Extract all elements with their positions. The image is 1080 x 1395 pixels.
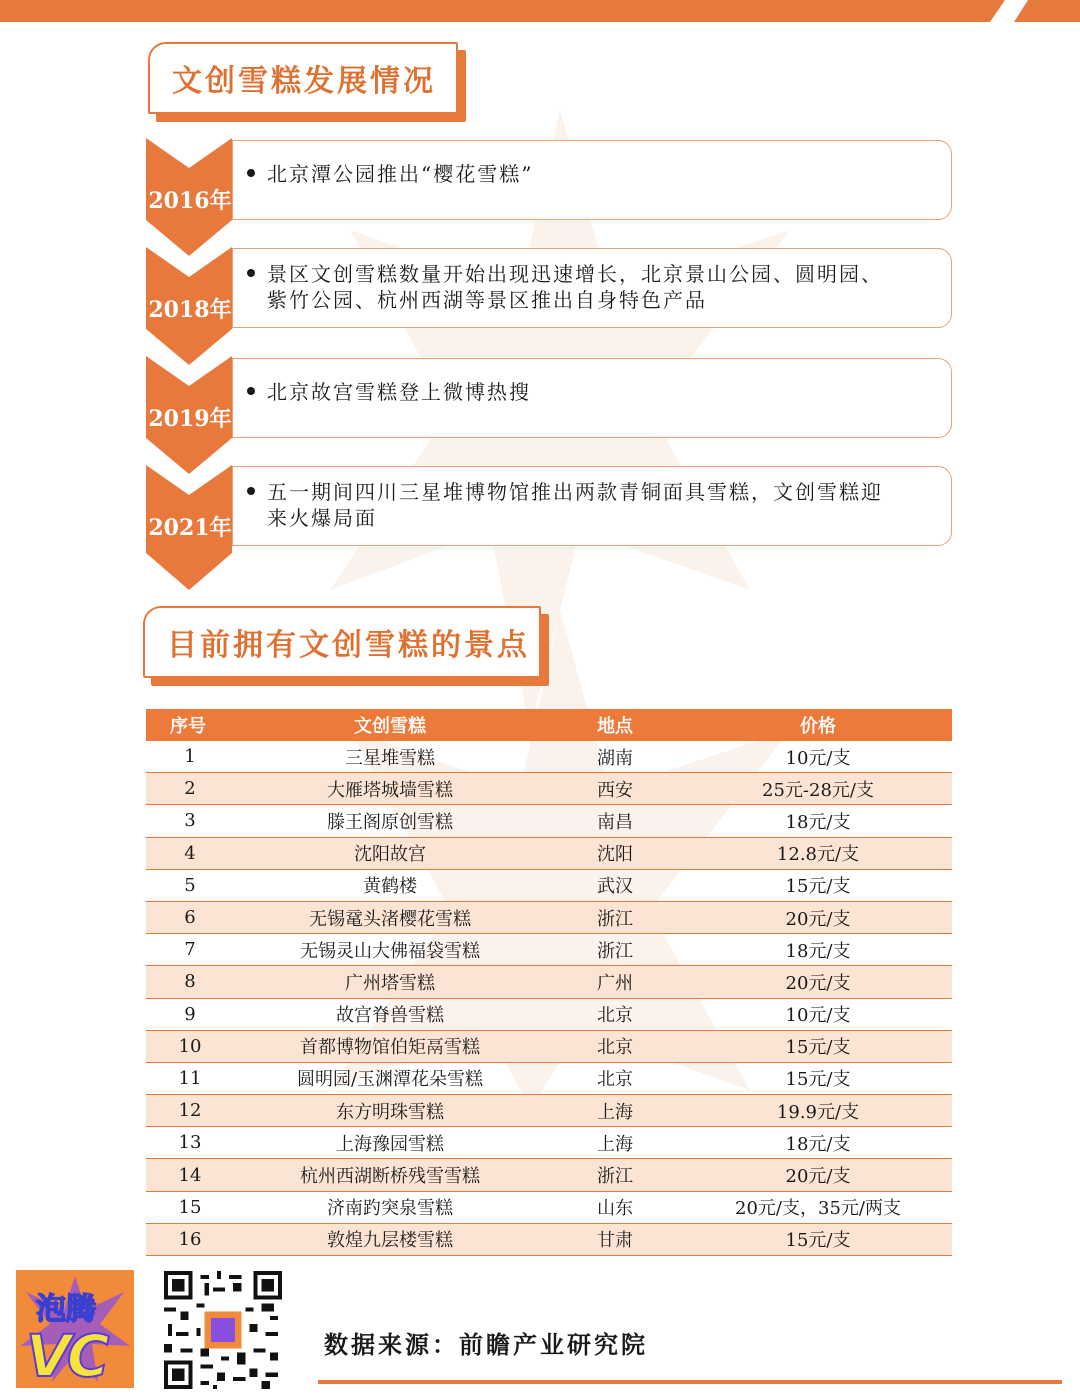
cell-index: 10: [178, 1035, 202, 1057]
cell-location: 广州: [597, 972, 633, 994]
cell-price: 19.9元/支: [776, 1101, 860, 1123]
table-header: [146, 709, 952, 741]
cell-location: 北京: [597, 1069, 633, 1091]
cell-name: 故宫脊兽雪糕: [336, 1005, 444, 1027]
cell-index: 14: [178, 1164, 202, 1186]
cell-location: 湖南: [597, 747, 633, 769]
header-location: 地点: [597, 716, 633, 737]
cell-index: 13: [178, 1132, 202, 1154]
timeline: [146, 138, 956, 598]
logo-text: 泡腾: [36, 1292, 96, 1327]
event-text: 北京故宫雪糕登上微博热搜: [267, 380, 531, 404]
cell-index: 7: [184, 939, 196, 961]
table-row: [146, 870, 952, 902]
cell-price: 18元/支: [785, 811, 851, 833]
cell-price: 15元/支: [785, 876, 851, 898]
timeline-year-marker: [146, 465, 232, 583]
cell-name: 广州塔雪糕: [345, 972, 435, 994]
cell-index: 16: [178, 1228, 202, 1250]
table-row: [146, 1224, 952, 1256]
cell-index: 6: [184, 907, 196, 929]
cell-index: 11: [178, 1067, 202, 1089]
section-title-development: [148, 42, 458, 114]
header-index: 序号: [170, 716, 206, 737]
table-row: [146, 934, 952, 966]
timeline-year-marker: [146, 247, 232, 365]
cell-name: 敦煌九层楼雪糕: [327, 1230, 453, 1252]
year-label: 2016年: [148, 188, 232, 214]
logo-letters: VC: [26, 1322, 106, 1388]
cell-name: 黄鹤楼: [363, 876, 417, 898]
table-row: [146, 1192, 952, 1224]
cell-name: 沈阳故宫: [354, 844, 426, 866]
year-label: 2018年: [148, 297, 232, 323]
cell-location: 山东: [597, 1198, 633, 1220]
cell-price: 15元/支: [785, 1037, 851, 1059]
qr-code-icon: [164, 1271, 282, 1389]
cell-price: 18元/支: [785, 940, 851, 962]
cell-index: 4: [184, 842, 196, 864]
bullet-icon: [247, 387, 255, 395]
timeline-year-marker: [146, 356, 232, 474]
event-text: 北京潭公园推出“樱花雪糕”: [267, 162, 534, 186]
event-text: 来火爆局面: [267, 506, 377, 530]
cell-price: 20元/支: [785, 1166, 851, 1188]
table-row: [146, 1127, 952, 1159]
cell-price: 20元/支，35元/两支: [735, 1198, 901, 1220]
cell-price: 18元/支: [785, 1133, 851, 1155]
year-label: 2019年: [148, 406, 232, 432]
cell-location: 南昌: [597, 811, 633, 833]
cell-location: 北京: [597, 1005, 633, 1027]
cell-name: 三星堆雪糕: [345, 747, 435, 769]
timeline-event-box: [232, 358, 952, 438]
cell-name: 滕王阁原创雪糕: [327, 811, 453, 833]
cell-name: 济南趵突泉雪糕: [327, 1198, 453, 1220]
cell-index: 12: [178, 1100, 202, 1122]
header-name: 文创雪糕: [354, 716, 426, 737]
cell-name: 首都博物馆伯矩鬲雪糕: [300, 1037, 480, 1059]
bullet-icon: [247, 269, 255, 277]
cell-index: 5: [184, 874, 196, 896]
footer-divider: [318, 1380, 1062, 1384]
cell-location: 上海: [597, 1133, 633, 1155]
cell-name: 上海豫园雪糕: [336, 1133, 444, 1155]
cell-price: 10元/支: [785, 747, 851, 769]
table-row: [146, 1063, 952, 1095]
table-row: [146, 902, 952, 934]
cell-price: 20元/支: [785, 972, 851, 994]
table-row: [146, 805, 952, 837]
table-row: [146, 1031, 952, 1063]
event-text: 五一期间四川三星堆博物馆推出两款青铜面具雪糕，文创雪糕迎: [267, 480, 883, 504]
data-source-caption: 数据来源：前瞻产业研究院: [324, 1330, 648, 1359]
table-row: [146, 966, 952, 998]
cell-index: 15: [178, 1196, 202, 1218]
cell-name: 无锡灵山大佛福袋雪糕: [300, 940, 480, 962]
table-row: [146, 773, 952, 805]
cell-location: 浙江: [597, 1166, 633, 1188]
cell-index: 9: [184, 1003, 196, 1025]
timeline-event-box: [232, 466, 952, 546]
cell-location: 武汉: [597, 876, 633, 898]
brand-logo: [16, 1270, 134, 1388]
cell-price: 10元/支: [785, 1005, 851, 1027]
table-row: [146, 838, 952, 870]
timeline-event-box: [232, 140, 952, 220]
table-row: [146, 1159, 952, 1191]
cell-location: 浙江: [597, 908, 633, 930]
top-accent-bar: [0, 0, 1080, 22]
cell-location: 甘肃: [597, 1230, 633, 1252]
cell-name: 东方明珠雪糕: [336, 1101, 444, 1123]
bullet-icon: [247, 487, 255, 495]
timeline-event-box: [232, 248, 952, 328]
table-body: [146, 741, 952, 1256]
cell-price: 15元/支: [785, 1069, 851, 1091]
cell-price: 25元-28元/支: [762, 779, 874, 801]
section-title-text: 目前拥有文创雪糕的景点: [167, 628, 530, 663]
section-title-attractions: [143, 606, 541, 678]
timeline-year-marker: [146, 138, 232, 256]
section-title-text: 文创雪糕发展情况: [172, 64, 436, 99]
cell-location: 沈阳: [597, 844, 633, 866]
cell-location: 西安: [597, 779, 633, 801]
year-label: 2021年: [148, 515, 232, 541]
cell-index: 2: [184, 778, 196, 800]
cell-name: 无锡鼋头渚樱花雪糕: [309, 908, 471, 930]
table-row: [146, 1095, 952, 1127]
cell-price: 15元/支: [785, 1230, 851, 1252]
cell-price: 20元/支: [785, 908, 851, 930]
cell-location: 北京: [597, 1037, 633, 1059]
cell-name: 圆明园/玉渊潭花朵雪糕: [296, 1069, 484, 1091]
cell-name: 大雁塔城墙雪糕: [327, 779, 453, 801]
cell-price: 12.8元/支: [776, 844, 860, 866]
bullet-icon: [247, 169, 255, 177]
table-row: [146, 741, 952, 773]
cell-location: 浙江: [597, 940, 633, 962]
cell-location: 上海: [597, 1101, 633, 1123]
event-text: 景区文创雪糕数量开始出现迅速增长，北京景山公园、圆明园、: [267, 262, 883, 286]
table-row: [146, 999, 952, 1031]
attractions-table: [146, 709, 952, 1256]
cell-index: 8: [184, 971, 196, 993]
header-price: 价格: [800, 716, 836, 737]
cell-name: 杭州西湖断桥残雪雪糕: [300, 1166, 480, 1188]
cell-index: 1: [184, 746, 196, 768]
cell-index: 3: [184, 810, 196, 832]
event-text: 紫竹公园、杭州西湖等景区推出自身特色产品: [267, 288, 707, 312]
